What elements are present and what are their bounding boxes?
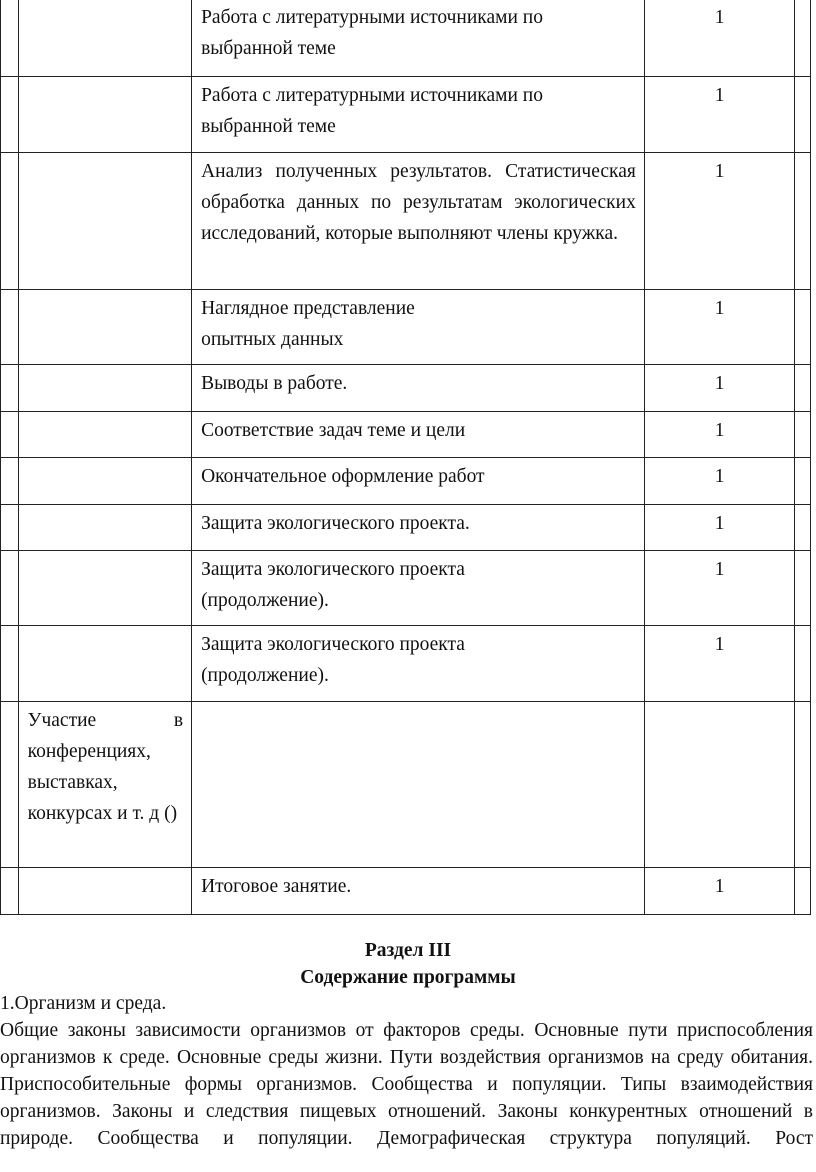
table-cell-hours: 1 bbox=[644, 153, 795, 290]
section-number: Раздел III bbox=[364, 940, 452, 961]
table-cell-index bbox=[1, 505, 19, 551]
table-row bbox=[1, 505, 811, 551]
table-cell-index bbox=[1, 551, 19, 626]
table-cell-hours: 1 bbox=[644, 458, 795, 505]
table-cell-extra bbox=[795, 77, 811, 153]
table-cell-topic bbox=[18, 551, 191, 626]
table-cell-topic bbox=[18, 0, 191, 77]
table-cell-content: Итоговое занятие. bbox=[192, 868, 645, 915]
table-row bbox=[1, 868, 811, 915]
table-row bbox=[1, 153, 811, 290]
table-cell-content: Наглядное представление опытных данных bbox=[192, 290, 645, 365]
table-cell-content: Соответствие задач теме и цели bbox=[192, 412, 645, 458]
table-cell-extra bbox=[795, 412, 811, 458]
table-cell-index bbox=[1, 868, 19, 915]
table-cell-content: Защита экологического проекта (продолжение). bbox=[192, 626, 645, 702]
table-cell-index bbox=[1, 77, 19, 153]
table-cell-content: Защита экологического проекта (продолжение). bbox=[192, 551, 645, 626]
table-cell-extra bbox=[795, 290, 811, 365]
table-cell-extra bbox=[795, 868, 811, 915]
section-title: Содержание программы bbox=[300, 967, 516, 988]
table-cell-hours: 1 bbox=[644, 551, 795, 626]
table-cell-extra bbox=[795, 0, 811, 77]
table-cell-hours: 1 bbox=[644, 77, 795, 153]
table-cell-topic bbox=[18, 77, 191, 153]
table-cell-content: Работа с литературными источниками по выбранной теме bbox=[192, 77, 645, 153]
table-row bbox=[1, 77, 811, 153]
table-cell-hours: 1 bbox=[644, 626, 795, 702]
table-cell-index bbox=[1, 626, 19, 702]
table-cell-hours: 1 bbox=[644, 365, 795, 412]
table-cell-extra bbox=[795, 626, 811, 702]
table-row bbox=[1, 551, 811, 626]
table-cell-content: Защита экологического проекта. bbox=[192, 505, 645, 551]
table-cell-index bbox=[1, 290, 19, 365]
table-cell-extra bbox=[795, 153, 811, 290]
table-cell-hours: 1 bbox=[644, 505, 795, 551]
table-cell-topic bbox=[18, 365, 191, 412]
table-cell-topic bbox=[18, 153, 191, 290]
table-cell-content: Анализ полученных результатов. Статистическая обработка данных по результатам экологических исследований, которые выполняют члены кружка. bbox=[192, 153, 645, 290]
table-cell-index bbox=[1, 153, 19, 290]
table-cell-topic bbox=[18, 626, 191, 702]
table-cell-hours bbox=[644, 702, 795, 868]
table-cell-index bbox=[1, 702, 19, 868]
section-subheading: 1.Организм и среда. bbox=[0, 993, 167, 1014]
table-cell-extra bbox=[795, 505, 811, 551]
table-cell-extra bbox=[795, 551, 811, 626]
table-cell-extra bbox=[795, 365, 811, 412]
section-paragraph: Общие законы зависимости организмов от факторов среды. Основные пути приспособления организмов к среде. Основные среды жизни. Пути воздействия организмов на среду обитания. Приспособительные формы организмов. Сообщества и популяции. Типы взаимодействия организмов. Законы и следствия пищевых отношений. Законы конкурентных отношений в природе. Сообщества и популяции. Демографическая структура популяций. Рост bbox=[0, 1020, 813, 1149]
table-row bbox=[1, 0, 811, 77]
table-cell-hours: 1 bbox=[644, 412, 795, 458]
table-cell-index bbox=[1, 0, 19, 77]
table-cell-content: Работа с литературными источниками по выбранной теме bbox=[192, 0, 645, 77]
table-cell-content: Выводы в работе. bbox=[192, 365, 645, 412]
table-cell-topic bbox=[18, 868, 191, 915]
table-cell-topic bbox=[18, 505, 191, 551]
table-row bbox=[1, 365, 811, 412]
table-cell-hours: 1 bbox=[644, 290, 795, 365]
table-row bbox=[1, 626, 811, 702]
table-cell-topic bbox=[18, 290, 191, 365]
table-cell-index bbox=[1, 365, 19, 412]
table-cell-content bbox=[192, 702, 645, 868]
table-cell-topic bbox=[18, 458, 191, 505]
table-cell-topic: Участие в конференциях, выставках, конкурсах и т. д () bbox=[18, 702, 191, 868]
table-cell-index bbox=[1, 412, 19, 458]
table-row bbox=[1, 290, 811, 365]
table-cell-hours: 1 bbox=[644, 0, 795, 77]
table-cell-extra bbox=[795, 458, 811, 505]
table-cell-extra bbox=[795, 702, 811, 868]
table-cell-topic bbox=[18, 412, 191, 458]
table-row bbox=[1, 458, 811, 505]
table-cell-hours: 1 bbox=[644, 868, 795, 915]
table-cell-content: Окончательное оформление работ bbox=[192, 458, 645, 505]
table-row bbox=[1, 702, 811, 868]
table-row bbox=[1, 412, 811, 458]
table-cell-index bbox=[1, 458, 19, 505]
